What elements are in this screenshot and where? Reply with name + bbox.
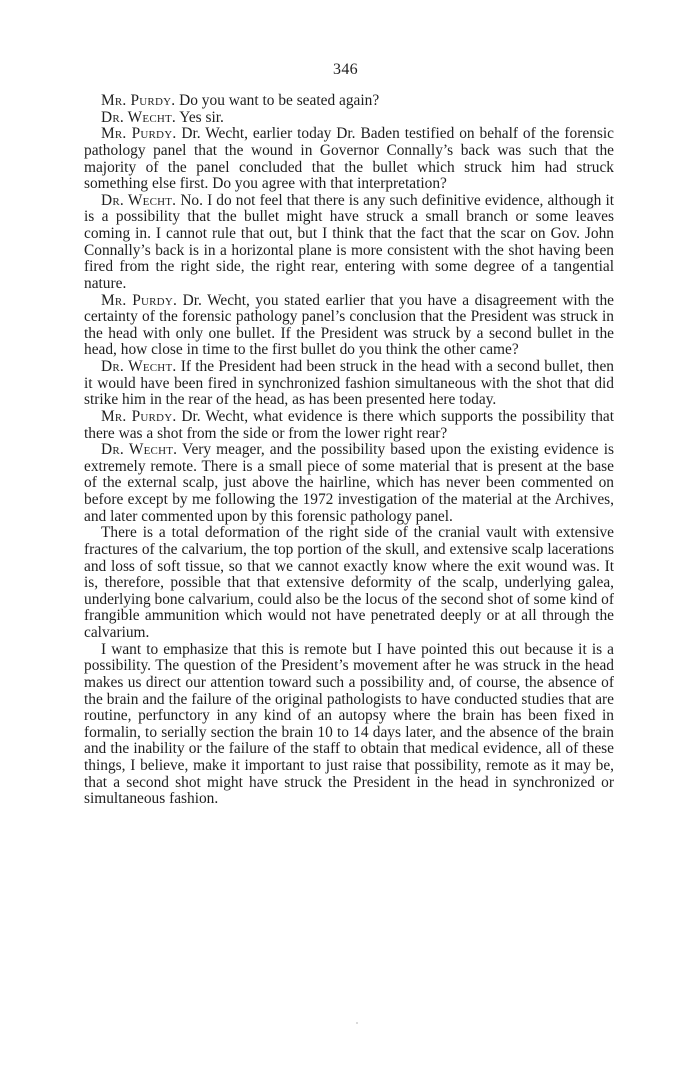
transcript-paragraph: [84, 126, 614, 193]
speaker-name: Mr. Purdy.: [101, 125, 177, 143]
paragraph-text: Dr. Wecht, earlier today Dr. Baden testified on behalf of the forensic pathology panel that the wound in Governor Connally’s back was such that the majority of the panel concluded that the bullet which struck him had struck something else first. Do you agree with that interpretation?: [84, 125, 614, 193]
speaker-name: Dr. Wecht.: [101, 441, 178, 459]
transcript-paragraph: [84, 359, 614, 409]
paragraph-text: There is a total deformation of the right side of the cranial vault with extensive fractures of the calvarium, the top portion of the skull, and extensive scalp lacerations and loss of soft tissue, so that we cannot exactly know where the exit wound was. It is, therefore, possible that that extensive deformity of the scalp, underlying galea, underlying bone calvarium, could also be the locus of the second shot of some kind of frangible ammunition which would not have penetrated deeply or at all through the calvarium.: [84, 524, 614, 641]
paragraph-text: Dr. Wecht, what evidence is there which supports the possibility that there was a shot from the side or from the lower right rear?: [84, 407, 615, 442]
speaker-name: Dr. Wecht.: [101, 191, 177, 209]
transcript-paragraph: [84, 293, 614, 360]
paragraph-text: Do you want to be seated again?: [175, 92, 380, 109]
speaker-name: Mr. Purdy.: [101, 291, 178, 309]
transcript-body: [84, 93, 614, 808]
transcript-paragraph: [84, 93, 614, 110]
paragraph-text: Very meager, and the possibility based upon the existing evidence is extremely remote. There is a small piece of some material that is present at the base of the external scalp, just above the hairline, which has never been commented on before except by me following the 1972 investigation of the material at the Archives, and later commented upon by this forensic pathology panel.: [84, 441, 614, 525]
paragraph-text: If the President had been struck in the head with a second bullet, then it would have been fired in synchronized fashion simultaneous with the shot that did strike him in the rear of the head, as has been presented here today.: [84, 358, 614, 409]
paragraph-text: I want to emphasize that this is remote but I have pointed this out because it is a possibility. The question of the President’s movement after he was struck in the head makes us direct our attention toward such a possibility and, of course, the absence of the brain and the failure of the original pathologists to have conducted studies that are routine, perfunctory in any kind of an autopsy where the brain has been fixed in formalin, to serially section the brain 10 to 14 days later, and the absence of the brain and the inability or the failure of the staff to obtain that medical evidence, all of these things, I believe, make it important to just raise that possibility, remote as it may be, that a second shot might have struck the President in the head in synchronized or simultaneous fashion.: [84, 640, 614, 808]
paragraph-text: No. I do not feel that there is any such definitive evidence, although it is a possibility that the bullet might have struck a small branch or some leaves coming in. I cannot rule that out, but I think that the fact that the scar on Gov. John Connally’s back is in a horizontal plane is more consistent with the shot having been fired from the right side, the right rear, entering with some degree of a tangential nature.: [84, 191, 614, 292]
transcript-paragraph: [84, 442, 614, 525]
speaker-name: Mr. Purdy.: [101, 92, 176, 109]
speaker-name: Dr. Wecht.: [101, 108, 176, 126]
transcript-paragraph: [84, 642, 614, 808]
paragraph-text: Yes sir.: [175, 108, 224, 126]
paragraph-text: Dr. Wecht, you stated earlier that you have a disagreement with the certainty of the forensic pathology panel’s conclusion that the President was struck in the head with only one bullet. If the President was struck by a second bullet in the head, how close in time to the first bullet do you think the other came?: [84, 291, 615, 359]
scan-speck: [356, 1022, 358, 1024]
transcript-paragraph: [84, 193, 614, 293]
transcript-paragraph: [84, 525, 614, 641]
transcript-paragraph: [84, 110, 614, 127]
speaker-name: Mr. Purdy.: [101, 407, 177, 425]
page-number: 346: [333, 61, 358, 78]
transcript-paragraph: [84, 409, 614, 442]
speaker-name: Dr. Wecht.: [101, 358, 177, 375]
